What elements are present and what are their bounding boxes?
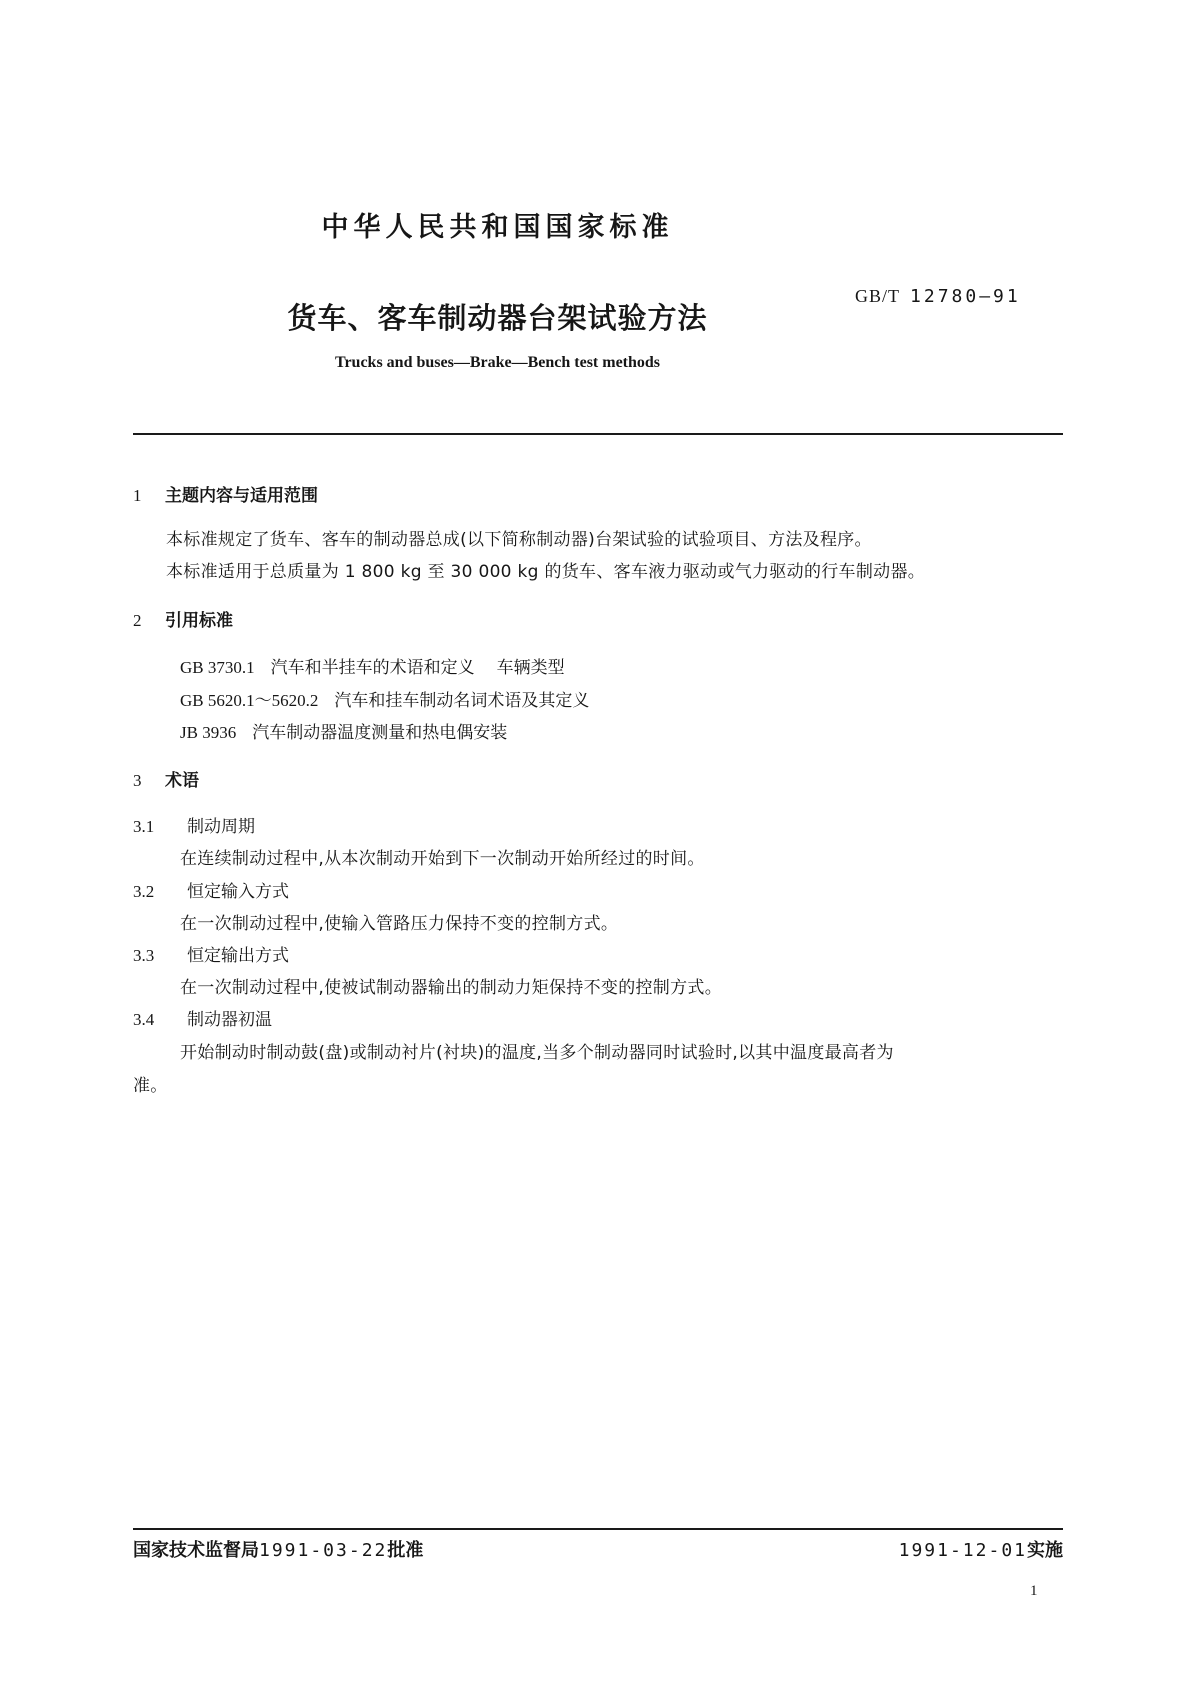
- term-3-4-definition: 开始制动时制动鼓(盘)或制动衬片(衬块)的温度,当多个制动器同时试验时,以其中温度最高者为: [180, 1043, 894, 1063]
- section-3-heading: [133, 766, 199, 791]
- term-title: 恒定输入方式: [187, 882, 289, 902]
- effective-date: 1991-12-01: [898, 1540, 1027, 1561]
- document-title-en: Trucks and buses—Brake—Bench test methods: [334, 354, 661, 371]
- national-standard-heading: 中华人民共和国国家标准: [321, 212, 674, 243]
- approval-org: 国家技术监督局: [133, 1540, 259, 1561]
- reference-code: GB 3730.1: [180, 658, 255, 677]
- approval-line: [133, 1536, 423, 1562]
- reference-code: JB 3936: [180, 723, 237, 742]
- reference-title: 汽车制动器温度测量和热电偶安装: [252, 723, 508, 743]
- term-3-2-heading: [133, 877, 289, 902]
- section-1-paragraph-2: 本标准适用于总质量为 1 800 kg 至 30 000 kg 的货车、客车液力驱动或气力驱动的行车制动器。: [166, 562, 926, 582]
- term-3-3-definition: 在一次制动过程中,使被试制动器输出的制动力矩保持不变的控制方式。: [180, 978, 723, 998]
- standard-code-prefix: GB/T: [855, 286, 901, 306]
- footer-divider: [133, 1528, 1063, 1530]
- reference-item: [180, 686, 589, 711]
- reference-subtitle: 车辆类型: [496, 658, 565, 678]
- section-1-paragraph-1: 本标准规定了货车、客车的制动器总成(以下简称制动器)台架试验的试验项目、方法及程序。: [166, 530, 872, 550]
- section-title: 主题内容与适用范围: [165, 486, 318, 506]
- document-title-cn: 货车、客车制动器台架试验方法: [287, 301, 708, 335]
- section-title: 引用标准: [165, 611, 233, 631]
- reference-item: [180, 718, 507, 743]
- term-number: 3.2: [133, 882, 155, 901]
- section-number: 2: [133, 611, 142, 630]
- term-3-3-heading: [133, 941, 289, 966]
- term-3-2-definition: 在一次制动过程中,使输入管路压力保持不变的控制方式。: [180, 914, 619, 934]
- term-number: 3.1: [133, 817, 155, 836]
- approval-suffix: 批准: [387, 1540, 424, 1561]
- standard-code-number: 12780—91: [910, 286, 1021, 307]
- reference-title: 汽车和半挂车的术语和定义: [270, 658, 475, 678]
- term-3-1-heading: [133, 812, 255, 837]
- section-number: 1: [133, 486, 142, 505]
- page-number: 1: [1030, 1583, 1038, 1599]
- term-3-1-definition: 在连续制动过程中,从本次制动开始到下一次制动开始所经过的时间。: [180, 849, 705, 869]
- term-title: 制动周期: [187, 817, 255, 837]
- term-3-4-definition-continued: 准。: [133, 1076, 168, 1096]
- section-2-heading: [133, 606, 233, 631]
- reference-title: 汽车和挂车制动名词术语及其定义: [334, 691, 590, 711]
- approval-date: 1991-03-22: [259, 1540, 388, 1561]
- effective-line: [899, 1536, 1063, 1562]
- reference-code: GB 5620.1～5620.2: [180, 691, 319, 710]
- term-3-4-heading: [133, 1005, 272, 1030]
- effective-suffix: 实施: [1027, 1540, 1063, 1561]
- term-title: 恒定输出方式: [187, 946, 289, 966]
- term-title: 制动器初温: [187, 1010, 272, 1030]
- reference-item: [180, 653, 565, 678]
- header-divider: [133, 433, 1063, 435]
- term-number: 3.3: [133, 946, 155, 965]
- section-title: 术语: [165, 771, 199, 791]
- section-number: 3: [133, 771, 142, 790]
- section-1-heading: [133, 481, 318, 506]
- term-number: 3.4: [133, 1010, 155, 1029]
